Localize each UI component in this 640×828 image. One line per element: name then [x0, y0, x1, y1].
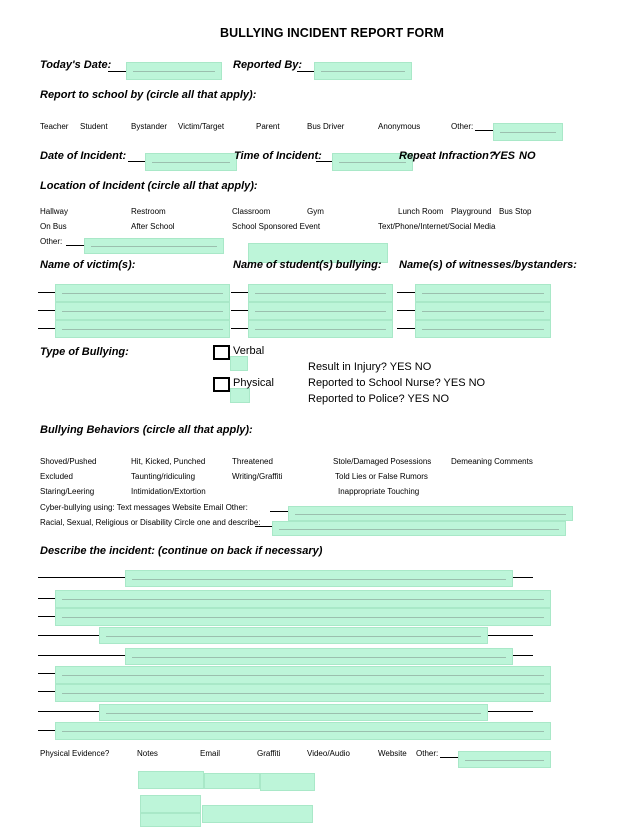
form-title: BULLYING INCIDENT REPORT FORM	[220, 26, 444, 40]
describe-line-4-left	[38, 635, 99, 636]
behavior-hit[interactable]: Hit, Kicked, Punched	[131, 457, 206, 466]
behavior-writing[interactable]: Writing/Graffiti	[232, 472, 283, 481]
evidence-email[interactable]: Email	[200, 749, 221, 758]
evidence-graffiti-field[interactable]	[260, 773, 315, 791]
bully-line-1	[231, 292, 248, 293]
evidence-other-field[interactable]	[458, 751, 551, 768]
location-restroom[interactable]: Restroom	[131, 207, 166, 216]
witness-line-2	[397, 310, 415, 311]
behavior-staring[interactable]: Staring/Leering	[40, 487, 95, 496]
location-lunch-room[interactable]: Lunch Room	[398, 207, 444, 216]
verbal-label: Verbal	[233, 345, 265, 357]
location-other-field[interactable]	[84, 238, 224, 254]
reported-by-label: Reported By:	[233, 59, 303, 71]
evidence-graffiti[interactable]: Graffiti	[257, 749, 281, 758]
students-bullying-label: Name of student(s) bullying:	[233, 259, 382, 271]
victim-line-2	[38, 310, 55, 311]
behaviors-label: Bullying Behaviors (circle all that apply):	[40, 424, 253, 436]
type-of-bullying-label: Type of Bullying:	[40, 346, 129, 358]
describe-field-9[interactable]	[55, 722, 551, 740]
reporter-other-underline	[475, 130, 493, 131]
location-text-phone-internet[interactable]: Text/Phone/Internet/Social Media	[378, 222, 496, 231]
bully-line-3	[231, 328, 248, 329]
behavior-stole[interactable]: Stole/Damaged Posessions	[333, 457, 432, 466]
evidence-video-field[interactable]	[140, 795, 201, 813]
bully-field-3[interactable]	[248, 320, 393, 338]
behavior-intimidation[interactable]: Intimidation/Extortion	[131, 487, 206, 496]
describe-line-2-left	[38, 598, 55, 599]
reporter-bystander[interactable]: Bystander	[131, 122, 168, 131]
physical-checkbox[interactable]	[213, 377, 230, 392]
todays-date-underline	[108, 71, 126, 72]
reporter-teacher[interactable]: Teacher	[40, 122, 69, 131]
describe-field-6[interactable]	[55, 666, 551, 684]
evidence-other[interactable]: Other:	[416, 749, 439, 758]
victim-field-1[interactable]	[55, 284, 230, 302]
witness-line-1	[397, 292, 415, 293]
reported-by-underline	[297, 71, 314, 72]
reported-by-field[interactable]	[314, 62, 412, 80]
cyber-other-field[interactable]	[288, 506, 573, 521]
describe-line-1-right	[513, 577, 533, 578]
witness-field-1[interactable]	[415, 284, 551, 302]
racial-underline	[255, 526, 272, 527]
location-playground[interactable]: Playground	[451, 207, 492, 216]
evidence-video-audio[interactable]: Video/Audio	[307, 749, 350, 758]
cyber-bullying-line[interactable]: Cyber-bullying using: Text messages Website Email Other:	[40, 503, 248, 512]
describe-line-3-left	[38, 616, 55, 617]
location-classroom[interactable]: Classroom	[232, 207, 271, 216]
date-of-incident-label: Date of Incident:	[40, 150, 127, 162]
victim-line-1	[38, 292, 55, 293]
describe-label: Describe the incident: (continue on back if necessary)	[40, 545, 323, 557]
repeat-infraction-label: Repeat Infraction?	[399, 150, 496, 162]
evidence-other-underline	[440, 757, 458, 758]
reporter-anonymous[interactable]: Anonymous	[378, 122, 421, 131]
describe-field-8[interactable]	[99, 704, 488, 721]
location-after-school[interactable]: After School	[131, 222, 175, 231]
describe-field-7[interactable]	[55, 684, 551, 702]
describe-line-8-right	[488, 711, 533, 712]
repeat-yes[interactable]: YES	[493, 150, 516, 162]
reporter-parent[interactable]: Parent	[256, 122, 280, 131]
physical-evidence-label: Physical Evidence?	[40, 749, 110, 758]
victim-line-3	[38, 328, 55, 329]
behavior-inappropriate-touching[interactable]: Inappropriate Touching	[338, 487, 420, 496]
todays-date-field[interactable]	[126, 62, 222, 80]
describe-field-3[interactable]	[55, 608, 551, 626]
location-other-underline	[66, 245, 84, 246]
describe-line-9-left	[38, 730, 55, 731]
evidence-notes[interactable]: Notes	[137, 749, 158, 758]
behavior-taunting[interactable]: Taunting/ridiculing	[131, 472, 196, 481]
behavior-demeaning[interactable]: Demeaning Comments	[451, 457, 533, 466]
describe-line-4-right	[488, 635, 533, 636]
describe-line-7-left	[38, 691, 55, 692]
witness-field-2[interactable]	[415, 302, 551, 320]
witnesses-label: Name(s) of witnesses/bystanders:	[399, 259, 577, 271]
witness-field-3[interactable]	[415, 320, 551, 338]
racial-line[interactable]: Racial, Sexual, Religious or Disability Circle one and describe:	[40, 518, 261, 527]
describe-line-1-left	[38, 577, 125, 578]
date-of-incident-underline	[128, 161, 145, 162]
location-other-label: Other:	[40, 237, 63, 246]
location-gym[interactable]: Gym	[307, 207, 324, 216]
date-of-incident-field[interactable]	[145, 153, 237, 171]
describe-field-5[interactable]	[125, 648, 513, 665]
reporter-bus-driver[interactable]: Bus Driver	[307, 122, 345, 131]
reporter-other[interactable]: Other:	[451, 122, 474, 131]
report-to-school-label: Report to school by (circle all that apply):	[40, 89, 257, 101]
repeat-no[interactable]: NO	[519, 150, 536, 162]
todays-date-label: Today's Date:	[40, 59, 112, 71]
describe-line-6-left	[38, 673, 55, 674]
behavior-threatened[interactable]: Threatened	[232, 457, 273, 466]
victim-field-2[interactable]	[55, 302, 230, 320]
describe-line-5-left	[38, 655, 125, 656]
verbal-fill-field[interactable]	[230, 356, 248, 371]
evidence-website[interactable]: Website	[378, 749, 407, 758]
victim-field-3[interactable]	[55, 320, 230, 338]
location-hallway[interactable]: Hallway	[40, 207, 69, 216]
racial-describe-field[interactable]	[272, 521, 566, 536]
victims-label: Name of victim(s):	[40, 259, 136, 271]
describe-field-2[interactable]	[55, 590, 551, 608]
bully-field-1[interactable]	[248, 284, 393, 302]
location-label: Location of Incident (circle all that apply):	[40, 180, 258, 192]
reporter-student[interactable]: Student	[80, 122, 108, 131]
police-question[interactable]: Reported to Police? YES NO	[308, 393, 450, 405]
physical-label: Physical	[233, 377, 274, 389]
behavior-shoved[interactable]: Shoved/Pushed	[40, 457, 97, 466]
time-of-incident-underline	[316, 161, 332, 162]
witness-line-3	[397, 328, 415, 329]
evidence-email-field[interactable]	[204, 773, 260, 789]
cyber-other-underline	[270, 511, 288, 512]
time-of-incident-label: Time of Incident:	[234, 150, 322, 162]
reporter-victim-target[interactable]: Victim/Target	[178, 122, 225, 131]
physical-fill-field[interactable]	[230, 388, 250, 403]
behavior-told-lies[interactable]: Told Lies or False Rumors	[335, 472, 428, 481]
describe-field-4[interactable]	[99, 627, 488, 644]
bully-field-2[interactable]	[248, 302, 393, 320]
describe-line-5-right	[513, 655, 533, 656]
reporter-other-field[interactable]	[493, 123, 563, 141]
injury-question[interactable]: Result in Injury? YES NO	[308, 361, 432, 373]
location-on-bus[interactable]: On Bus	[40, 222, 67, 231]
location-school-event[interactable]: School Sponsored Event	[232, 222, 321, 231]
evidence-notes-field[interactable]	[138, 771, 204, 789]
verbal-checkbox[interactable]	[213, 345, 230, 360]
bully-line-2	[231, 310, 248, 311]
behavior-excluded[interactable]: Excluded	[40, 472, 73, 481]
nurse-question[interactable]: Reported to School Nurse? YES NO	[308, 377, 486, 389]
describe-field-1[interactable]	[125, 570, 513, 587]
evidence-extra-field[interactable]	[140, 813, 201, 827]
evidence-website-field[interactable]	[202, 805, 313, 823]
describe-line-8-left	[38, 711, 99, 712]
location-bus-stop[interactable]: Bus Stop	[499, 207, 532, 216]
